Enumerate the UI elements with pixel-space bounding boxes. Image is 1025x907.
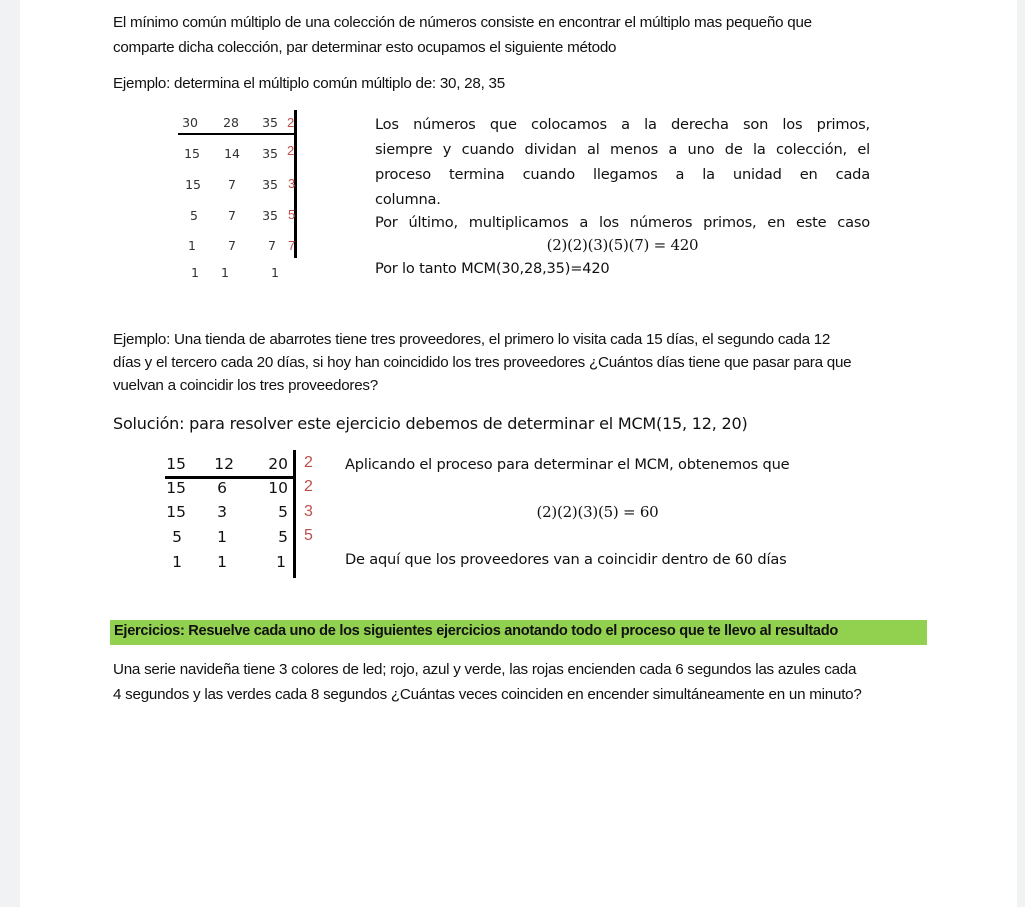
table1-cell: 7 <box>228 238 236 253</box>
table2-prime: 3 <box>304 503 313 520</box>
exercise-problem-line-1: Una serie navideña tiene 3 colores de led; rojo, azul y verde, las rojas encienden cada 6 segundos las azules cada <box>113 661 857 678</box>
example2-line-2: días y el tercero cada 20 días, si hoy han coincidido los tres proveedores ¿Cuántos días tiene que pasar para que <box>113 354 852 371</box>
table1-cell: 7 <box>268 238 276 253</box>
table1-cell: 35 <box>262 146 278 161</box>
table1-cell: 1 <box>221 265 229 280</box>
table1-prime: 2 <box>287 143 295 158</box>
table1-cell: 35 <box>262 208 278 223</box>
explanation-line-3: proceso termina cuando llegamos a la unidad en cada <box>375 166 870 183</box>
table1-cell: 14 <box>224 146 240 161</box>
example2-line-1: Ejemplo: Una tienda de abarrotes tiene tres proveedores, el primero lo visita cada 15 días, el segundo cada 12 <box>113 331 831 348</box>
table2-cell: 10 <box>268 479 288 497</box>
example1-heading: Ejemplo: determina el múltiplo común múltiplo de: 30, 28, 35 <box>113 75 505 92</box>
table1-cell: 1 <box>188 238 196 253</box>
table1-cell: 15 <box>184 146 200 161</box>
table1-cell: 35 <box>262 177 278 192</box>
equation-1: (2)(2)(3)(5)(7) = 420 <box>546 236 699 254</box>
solution-text: Solución: para resolver este ejercicio debemos de determinar el MCM(15, 12, 20) <box>113 414 748 433</box>
table1-prime: 2 <box>287 115 295 130</box>
table1-cell: 1 <box>271 265 279 280</box>
table1-cell: 28 <box>223 115 239 130</box>
exercises-banner <box>110 620 927 645</box>
table1-cell: 7 <box>228 208 236 223</box>
table1-prime: 5 <box>288 207 296 222</box>
intro-line-2: comparte dicha colección, par determinar esto ocupamos el siguiente método <box>113 39 617 56</box>
table2-cell: 1 <box>172 553 182 571</box>
table2-cell: 1 <box>276 553 286 571</box>
table1-cell: 15 <box>185 177 201 192</box>
table2-prime: 5 <box>304 527 313 544</box>
table1-prime: 7 <box>288 238 296 253</box>
table1-prime: 3 <box>288 176 296 191</box>
table1-cell: 30 <box>182 115 198 130</box>
exercises-banner-text: Ejercicios: Resuelve cada uno de los siguientes ejercicios anotando todo el proceso que te llevo al resultado <box>114 623 838 639</box>
table2-cell: 15 <box>166 455 186 473</box>
table2-cell: 15 <box>166 479 186 497</box>
table1-cell: 5 <box>190 208 198 223</box>
table2-prime: 2 <box>304 454 313 471</box>
table1-underline <box>178 133 296 135</box>
table2-prime: 2 <box>304 478 313 495</box>
table2-cell: 12 <box>214 455 234 473</box>
table2-cell: 1 <box>217 528 227 546</box>
conclusion-2: De aquí que los proveedores van a coincidir dentro de 60 días <box>345 551 787 568</box>
table2-cell: 5 <box>172 528 182 546</box>
table1-cell: 35 <box>262 115 278 130</box>
table2-cell: 15 <box>166 503 186 521</box>
equation-2: (2)(2)(3)(5) = 60 <box>536 503 659 521</box>
intro-line-1: El mínimo común múltiplo de una colección de números consiste en encontrar el múltiplo mas pequeño que <box>113 14 812 31</box>
table2-cell: 1 <box>217 553 227 571</box>
table2-cell: 3 <box>217 503 227 521</box>
explanation-line-2: siempre y cuando dividan al menos a uno de la colección, el <box>375 141 870 158</box>
table2-cell: 5 <box>278 528 288 546</box>
conclusion-1: Por lo tanto MCM(30,28,35)=420 <box>375 260 610 277</box>
table2-cell: 20 <box>268 455 288 473</box>
table2-cell: 5 <box>278 503 288 521</box>
table1-cell: 1 <box>191 265 199 280</box>
example2-line-3: vuelvan a coincidir los tres proveedores? <box>113 377 378 394</box>
explanation-line-4: columna. <box>375 191 441 208</box>
table2-divider <box>293 450 296 578</box>
document-page <box>20 0 1017 907</box>
explanation-line-5: Por último, multiplicamos a los números primos, en este caso <box>375 214 870 231</box>
exercise-problem-line-2: 4 segundos y las verdes cada 8 segundos ¿Cuántas veces coinciden en encender simultáneamente en un minuto? <box>113 686 862 703</box>
explanation-line-1: Los números que colocamos a la derecha son los primos, <box>375 116 870 133</box>
table1-cell: 7 <box>228 177 236 192</box>
applying-text: Aplicando el proceso para determinar el MCM, obtenemos que <box>345 456 790 473</box>
table2-cell: 6 <box>217 479 227 497</box>
